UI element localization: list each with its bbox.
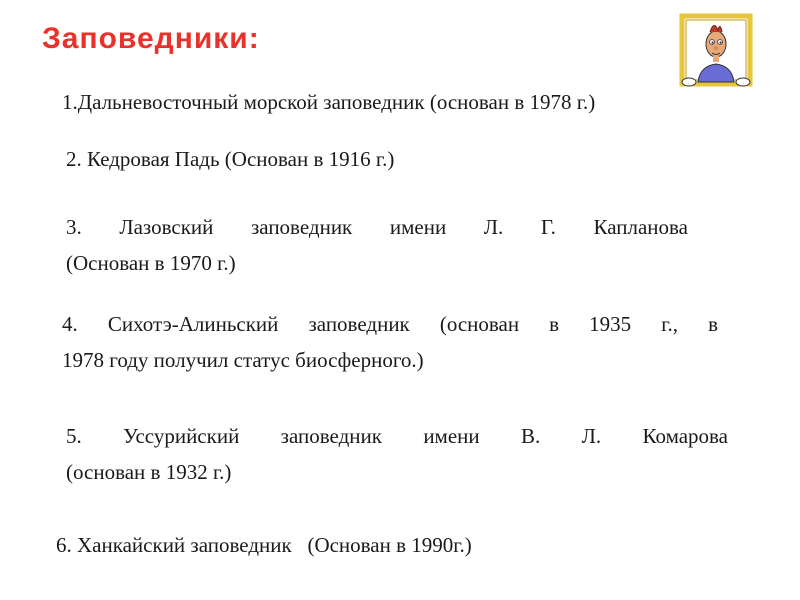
list-item-line: 4. Сихотэ-Алиньский заповедник (основан в 1935 г., в <box>62 312 718 336</box>
list-item: 6. Ханкайский заповедник (Основан в 1990г.) <box>56 533 472 557</box>
list-item-line: 5. Уссурийский заповедник имени В. Л. Комарова <box>66 424 728 448</box>
list-item-line: (основан в 1932 г.) <box>66 460 232 484</box>
list-item: 1.Дальневосточный морской заповедник (основан в 1978 г.) <box>62 90 596 114</box>
list-item-line: (Основан в 1970 г.) <box>66 251 236 275</box>
list-item <box>66 209 688 281</box>
list-item <box>66 418 728 490</box>
cartoon-mascot-icon <box>676 10 756 90</box>
list-item-line: 3. Лазовский заповедник имени Л. Г. Капланова <box>66 215 688 239</box>
list-item <box>62 306 718 378</box>
slide-title: Заповедники: <box>42 22 260 55</box>
list-item: 2. Кедровая Падь (Основан в 1916 г.) <box>66 147 395 171</box>
list-item-line: 1978 году получил статус биосферного.) <box>62 348 424 372</box>
